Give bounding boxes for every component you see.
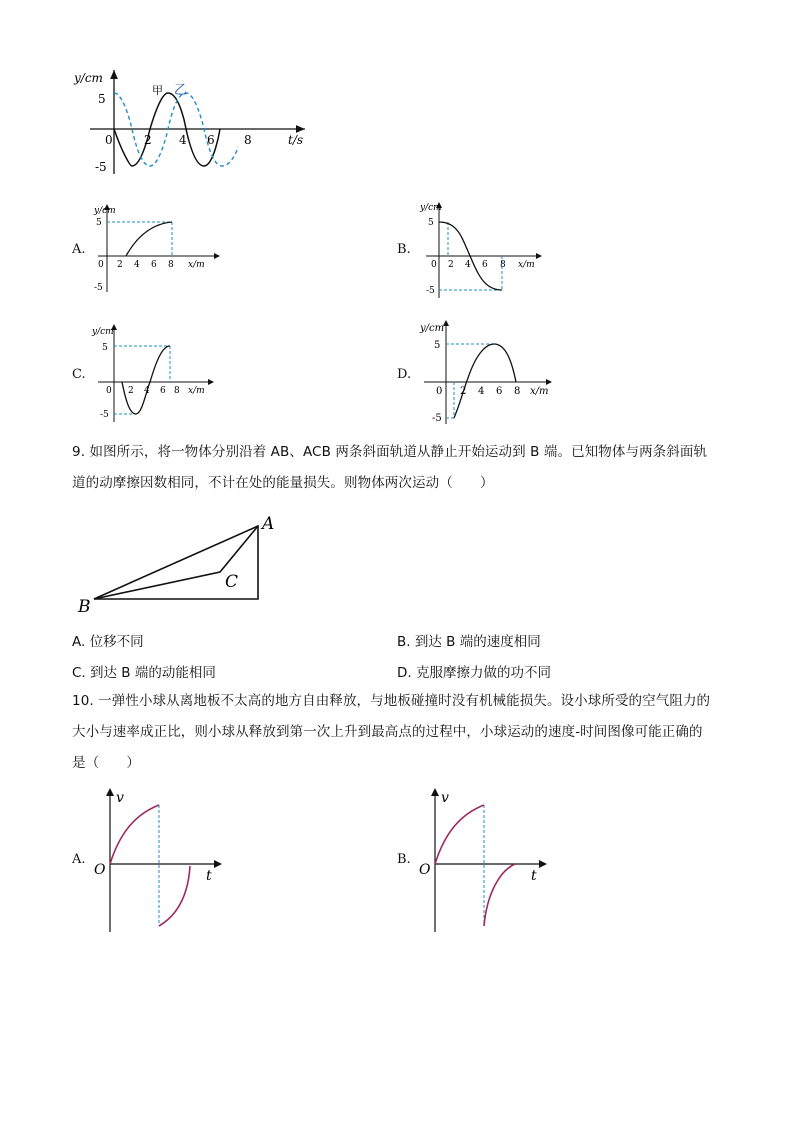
svg-text:-5: -5 — [426, 286, 435, 296]
svg-text:8: 8 — [514, 386, 521, 397]
v-curve-rise — [159, 866, 190, 926]
q10-stem-line-1: 10. 一弹性小球从离地板不太高的地方自由释放，与地板碰撞时没有机械能损失。设小球所受的空气阻力的 — [72, 693, 711, 709]
svg-text:4: 4 — [134, 260, 140, 270]
q9-choice-c[interactable]: C. 到达 B 端的动能相同 — [72, 665, 216, 681]
svg-text:y/cm: y/cm — [420, 323, 445, 334]
v-curve-fall — [435, 805, 484, 864]
svg-text:y/cm: y/cm — [94, 206, 116, 216]
q8-option-a-letter[interactable]: A. — [72, 242, 86, 257]
svg-text:0: 0 — [98, 260, 104, 270]
x-tick-6: 6 — [207, 133, 215, 147]
v-curve-fall — [110, 805, 159, 864]
svg-text:v: v — [441, 790, 449, 806]
v-curve-rise — [484, 864, 515, 926]
svg-text:y/cm: y/cm — [92, 327, 114, 337]
svg-text:6: 6 — [482, 260, 488, 270]
svg-text:0: 0 — [106, 386, 112, 396]
svg-text:x/m: x/m — [188, 386, 205, 396]
q8-option-b-letter[interactable]: B. — [397, 242, 411, 257]
svg-text:0: 0 — [431, 260, 437, 270]
svg-text:6: 6 — [160, 386, 166, 396]
q10-option-a-letter[interactable]: A. — [72, 852, 86, 867]
y-axis-label: y/cm — [74, 71, 103, 85]
svg-text:5: 5 — [434, 340, 441, 351]
q9-incline-figure — [72, 510, 292, 618]
q10-stem-line-3: 是（ ） — [72, 755, 140, 771]
q10-option-b-graph[interactable] — [415, 784, 555, 936]
svg-text:t: t — [531, 868, 537, 884]
wave-curve — [122, 346, 170, 414]
t-axis-label: t/s — [288, 133, 304, 147]
svg-text:x/m: x/m — [188, 260, 205, 270]
svg-text:4: 4 — [465, 260, 471, 270]
q9-choice-d[interactable]: D. 克服摩擦力做的功不同 — [397, 665, 551, 681]
svg-text:5: 5 — [96, 218, 102, 228]
svg-text:5: 5 — [428, 218, 434, 228]
q8-option-c-letter[interactable]: C. — [72, 367, 86, 382]
label-yi: 乙 — [174, 83, 188, 98]
svg-text:-5: -5 — [100, 410, 109, 420]
x-tick-0: 0 — [105, 133, 113, 147]
svg-text:x/m: x/m — [518, 260, 535, 270]
svg-text:x/m: x/m — [530, 386, 549, 397]
svg-text:v: v — [116, 790, 124, 806]
q10-option-b-letter[interactable]: B. — [397, 852, 411, 867]
svg-text:-5: -5 — [432, 413, 442, 424]
svg-text:2: 2 — [448, 260, 454, 270]
svg-text:2: 2 — [460, 386, 467, 397]
q9-stem-line-1: 9. 如图所示，将一物体分别沿着 AB、ACB 两条斜面轨道从静止开始运动到 B 端。已知物体与两条斜面轨 — [72, 444, 708, 460]
svg-text:2: 2 — [117, 260, 123, 270]
wave-curve — [454, 344, 516, 418]
svg-text:O: O — [419, 862, 431, 878]
svg-text:y/cm: y/cm — [420, 203, 442, 213]
q8-option-a-graph[interactable] — [90, 200, 220, 298]
svg-text:2: 2 — [128, 386, 134, 396]
x-tick-4: 4 — [179, 133, 187, 147]
svg-text:8: 8 — [168, 260, 174, 270]
q10-stem-line-2: 大小与速率成正比，则小球从释放到第一次上升到最高点的过程中，小球运动的速度-时间图像可能正确的 — [72, 724, 703, 740]
wave-curve — [126, 222, 172, 256]
svg-text:8: 8 — [500, 260, 506, 270]
point-b-label: B — [78, 597, 91, 617]
svg-text:8: 8 — [174, 386, 180, 396]
q10-option-a-graph[interactable] — [90, 784, 230, 936]
svg-text:O: O — [94, 862, 106, 878]
svg-text:5: 5 — [102, 343, 108, 353]
q8-option-b-graph[interactable] — [418, 198, 548, 302]
svg-text:t: t — [206, 868, 212, 884]
q9-stem-line-2: 道的动摩擦因数相同，不计在处的能量损失。则物体两次运动（ ） — [72, 475, 494, 491]
svg-text:4: 4 — [144, 386, 150, 396]
y-tick-neg5: -5 — [95, 160, 107, 174]
svg-text:-5: -5 — [94, 283, 103, 293]
svg-text:6: 6 — [151, 260, 157, 270]
q8-option-d-graph[interactable] — [416, 318, 556, 428]
q8-option-d-letter[interactable]: D. — [397, 367, 412, 382]
point-a-label: A — [262, 514, 275, 534]
q8-option-c-graph[interactable] — [90, 322, 220, 426]
svg-text:4: 4 — [478, 386, 485, 397]
svg-text:6: 6 — [496, 386, 503, 397]
q9-choice-a[interactable]: A. 位移不同 — [72, 634, 144, 650]
point-c-label: C — [225, 572, 239, 592]
wave-figure-top — [74, 62, 320, 182]
y-tick-5: 5 — [98, 92, 106, 106]
svg-text:0: 0 — [436, 386, 443, 397]
x-tick-2: 2 — [144, 133, 152, 147]
x-tick-8: 8 — [244, 133, 252, 147]
label-jia: 甲 — [152, 84, 163, 97]
q9-choice-b[interactable]: B. 到达 B 端的速度相同 — [397, 634, 541, 650]
